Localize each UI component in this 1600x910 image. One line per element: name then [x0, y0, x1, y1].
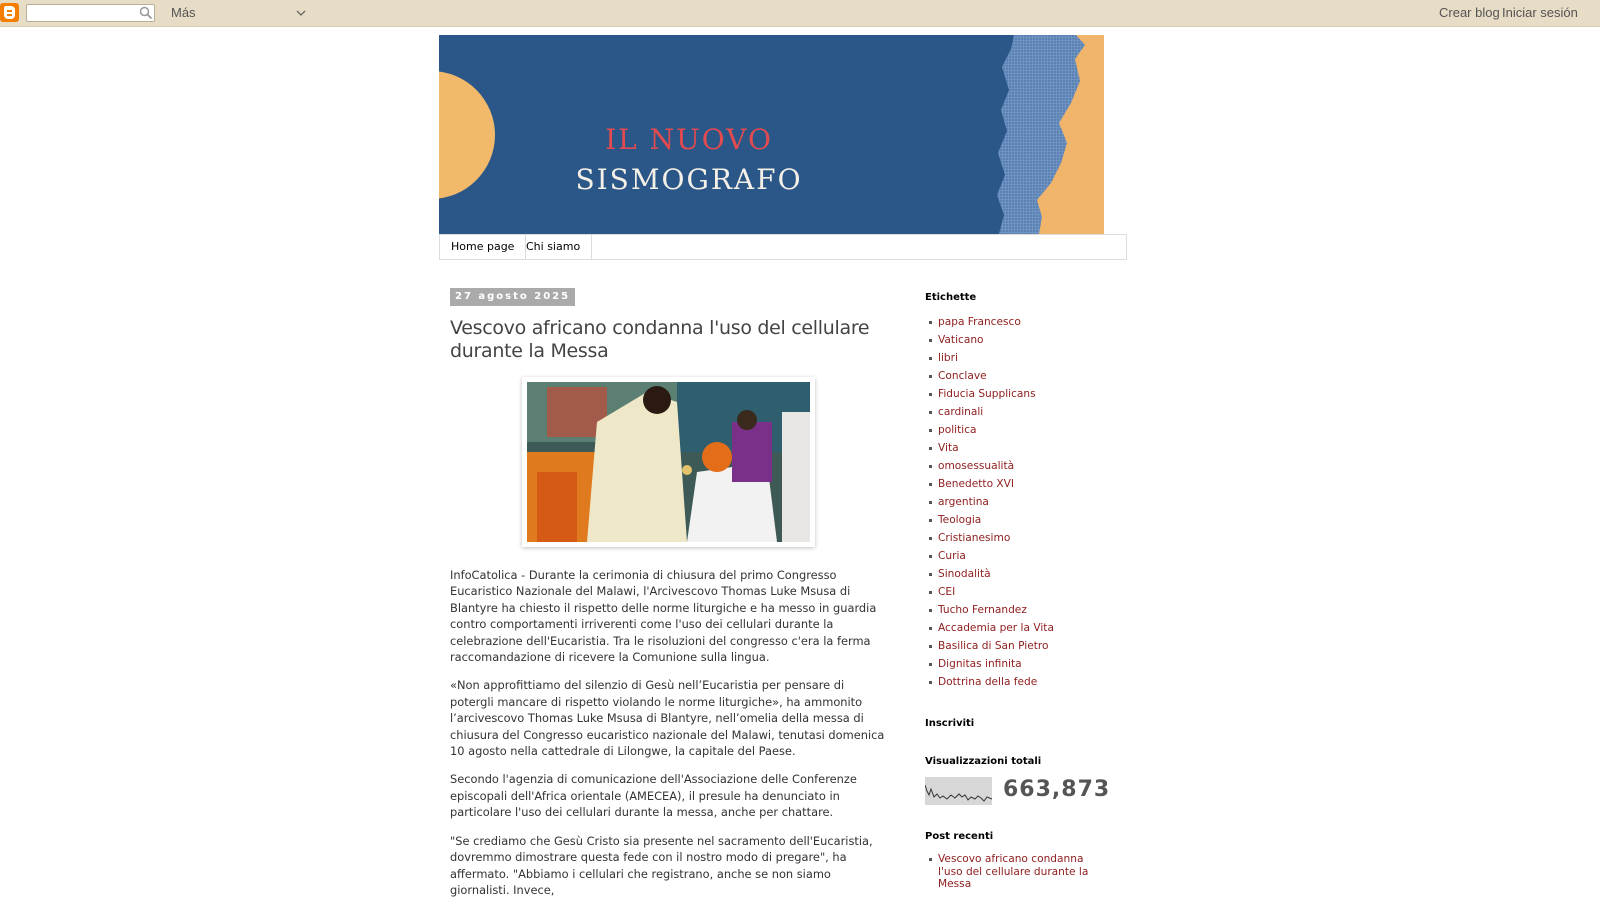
- label-link[interactable]: Vita: [938, 442, 959, 454]
- label-item: [925, 655, 1125, 673]
- labels-list: [925, 313, 1125, 691]
- post-paragraph: "Se crediamo che Gesù Cristo sia presente nel sacramento dell'Eucaristia, dovremmo dimostrare questa fede con il nostro modo di pregare", ha affermato. "Abbiamo i cellulari che registrano, anche se non siamo giornalisti. Invece,: [450, 833, 873, 897]
- label-link[interactable]: cardinali: [938, 406, 984, 418]
- tab-home-page[interactable]: Home page: [440, 235, 526, 259]
- create-blog-link[interactable]: Crear blog: [1439, 5, 1500, 20]
- communion-photo: [527, 382, 810, 542]
- post-paragraph: Secondo l'agenzia di comunicazione dell'Associazione delle Conferenze episcopali dell'Africa orientale (AMECEA), il presule ha denunciato in particolare l'uso dei cellulari durante la messa, anche per chattare.: [450, 772, 857, 820]
- label-item: [925, 385, 1125, 403]
- pageviews-counter: 663,873: [1003, 777, 1111, 802]
- label-item: [925, 619, 1125, 637]
- label-link[interactable]: Sinodalità: [938, 568, 991, 580]
- label-link[interactable]: Basilica di San Pietro: [938, 640, 1049, 652]
- label-link[interactable]: papa Francesco: [938, 316, 1021, 328]
- label-item: [925, 313, 1125, 331]
- recent-posts-list: [925, 853, 1105, 891]
- post-date-header: 27 agosto 2025: [450, 288, 575, 306]
- label-item: [925, 403, 1125, 421]
- blog-title-line1: IL NUOVO: [605, 123, 773, 156]
- label-item: [925, 475, 1125, 493]
- blogger-navbar: [0, 0, 1600, 27]
- label-item: [925, 547, 1125, 565]
- label-link[interactable]: argentina: [938, 496, 989, 508]
- label-link[interactable]: omosessualità: [938, 460, 1015, 472]
- blog-title-line2: SISMOGRAFO: [575, 163, 803, 196]
- chevron-down-icon[interactable]: [296, 8, 306, 18]
- label-link[interactable]: libri: [938, 352, 958, 364]
- post-body: [450, 567, 890, 910]
- label-link[interactable]: Benedetto XVI: [938, 478, 1015, 490]
- label-link[interactable]: Vaticano: [938, 334, 984, 346]
- label-item: [925, 565, 1125, 583]
- blogger-logo-icon[interactable]: [0, 3, 19, 22]
- followers-heading: Inscriviti: [925, 718, 975, 729]
- sign-in-link[interactable]: Iniciar sesión: [1502, 5, 1578, 20]
- label-item: [925, 583, 1125, 601]
- label-link[interactable]: politica: [938, 424, 977, 436]
- label-item: [925, 439, 1125, 457]
- label-link[interactable]: Teologia: [938, 514, 982, 526]
- label-link[interactable]: CEI: [938, 586, 956, 598]
- navbar-search-input[interactable]: [26, 4, 155, 22]
- label-link[interactable]: Conclave: [938, 370, 987, 382]
- label-item: [925, 673, 1125, 691]
- recent-post-item: [925, 853, 1105, 891]
- recent-post-link[interactable]: Vescovo africano condanna l'uso del cellulare durante la Messa: [938, 853, 1089, 890]
- label-link[interactable]: Accademia per la Vita: [938, 622, 1054, 634]
- label-item: [925, 511, 1125, 529]
- pageviews-heading: Visualizzazioni totali: [925, 756, 1042, 767]
- recent-posts-heading: Post recenti: [925, 831, 994, 842]
- label-item: [925, 493, 1125, 511]
- label-item: [925, 367, 1125, 385]
- label-link[interactable]: Tucho Fernandez: [938, 604, 1027, 616]
- label-link[interactable]: Dottrina della fede: [938, 676, 1038, 688]
- label-link[interactable]: Cristianesimo: [938, 532, 1011, 544]
- post-paragraph: «Non approfittiamo del silenzio di Gesù nell’Eucaristia per pensare di potergli mancare di rispetto violando le norme liturgiche», ha ammonito l’arcivescovo Thomas Luke Msusa di Blantyre, nell’omelia della messa di chiusura del Congresso eucaristico nazionale del Malawi, tenutasi domenica 10 agosto nella cattedrale di Lilongwe, la capitale del Paese.: [450, 678, 885, 759]
- pageviews-sparkline: [925, 777, 992, 805]
- blog-header-banner[interactable]: [439, 35, 1104, 234]
- label-item: [925, 529, 1125, 547]
- post-paragraph: InfoCatolica - Durante la cerimonia di chiusura del primo Congresso Eucaristico Nazionale del Malawi, l'Arcivescovo Thomas Luke Msusa di Blantyre ha chiesto il rispetto delle norme liturgiche e ha messo in guardia contro comportamenti irriverenti come l'uso dei cellulari durante la celebrazione dell'Eucaristia. Tra le risoluzioni del congresso c'era la ferma raccomandazione di ricevere la Comunione sulla lingua.: [450, 568, 877, 665]
- more-menu-button[interactable]: Más: [171, 5, 196, 20]
- label-item: [925, 457, 1125, 475]
- label-item: [925, 637, 1125, 655]
- search-icon[interactable]: [139, 6, 153, 20]
- label-item: [925, 601, 1125, 619]
- tab-chi-siamo[interactable]: Chi siamo: [515, 235, 592, 259]
- page-tabs: [439, 234, 1127, 260]
- label-link[interactable]: Dignitas infinita: [938, 658, 1022, 670]
- post-title-link[interactable]: Vescovo africano condanna l'uso del cellulare durante la Messa: [450, 317, 870, 362]
- label-link[interactable]: Fiducia Supplicans: [938, 388, 1036, 400]
- label-item: [925, 331, 1125, 349]
- label-item: [925, 421, 1125, 439]
- post-image[interactable]: [522, 377, 815, 547]
- label-link[interactable]: Curia: [938, 550, 966, 562]
- label-item: [925, 349, 1125, 367]
- labels-heading: Etichette: [925, 292, 977, 303]
